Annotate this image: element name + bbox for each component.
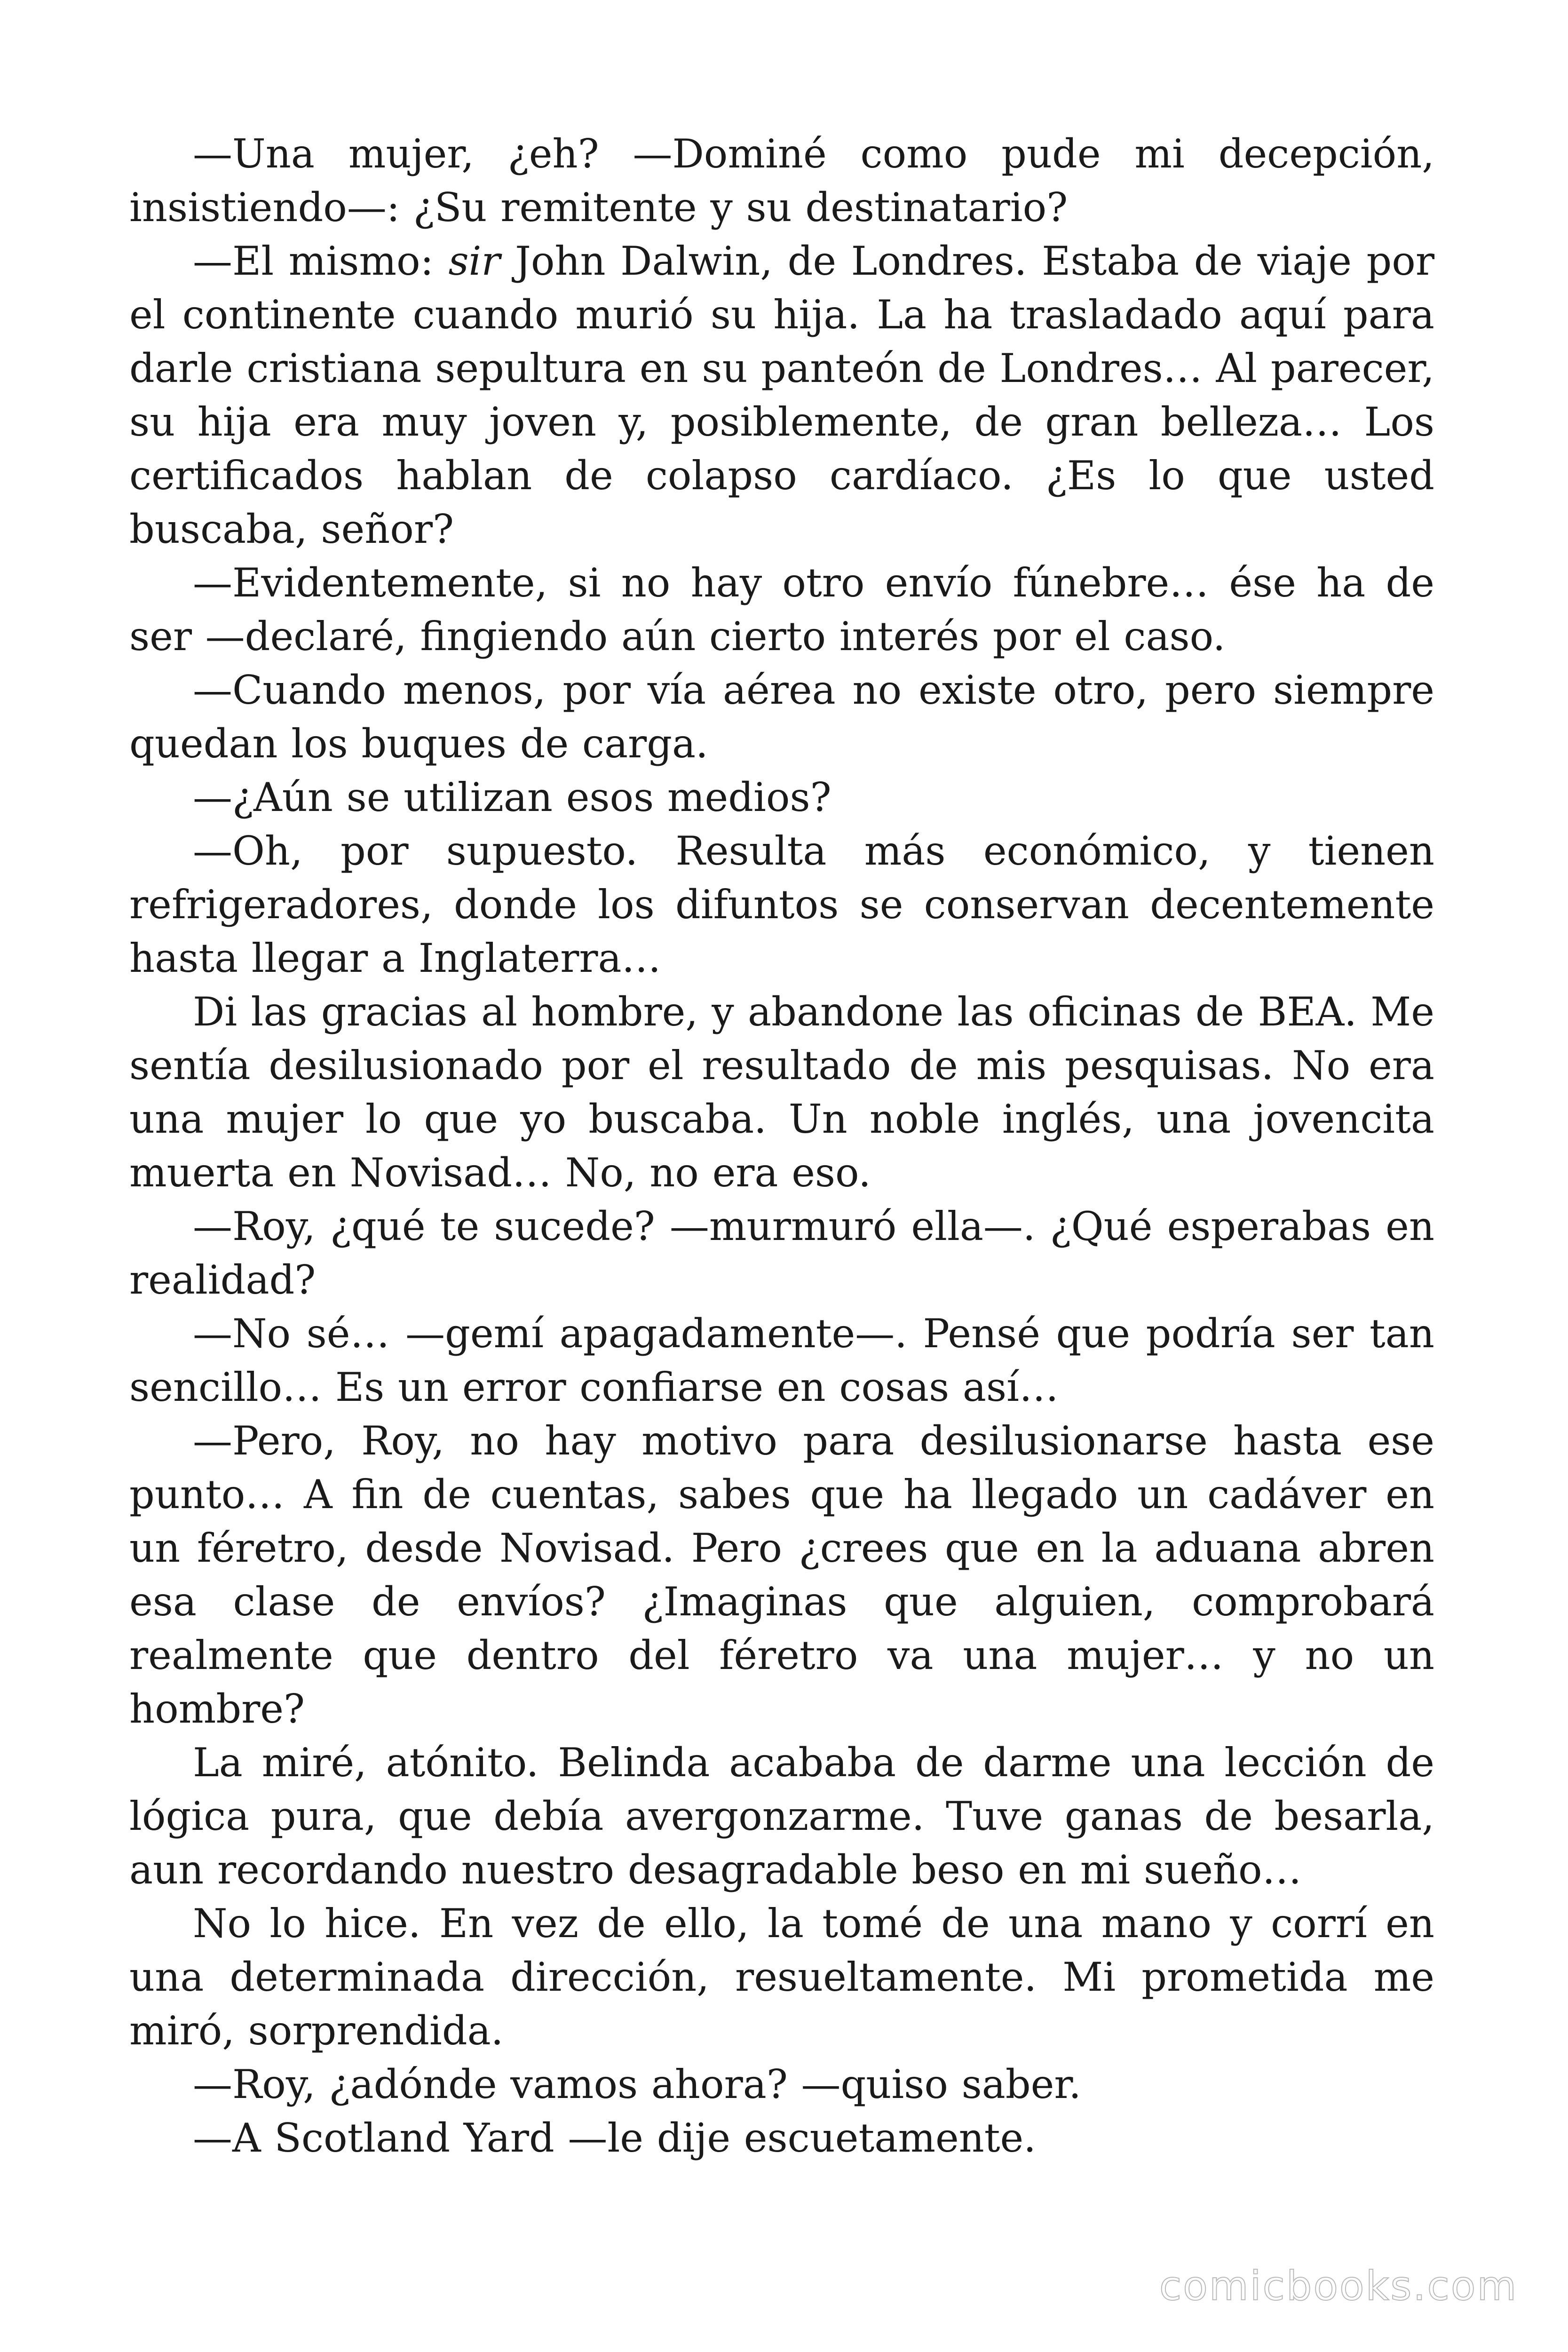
paragraph: —El mismo: sir John Dalwin, de Londres. Estaba de viaje por el continente cuando murió su hija. La ha trasladado aquí para darle cristiana sepultura en su panteón de Londres… Al parecer, su hija era muy joven y, posiblemente, de gran belleza… Los certificados hablan de colapso cardíaco. ¿Es lo que usted buscaba, señor? (129, 238, 1434, 552)
paragraph: —Roy, ¿qué te sucede? —murmuró ella—. ¿Qué esperabas en realidad? (129, 1203, 1434, 1303)
paragraph: La miré, atónito. Belinda acababa de darme una lección de lógica pura, que debía avergonzarme. Tuve ganas de besarla, aun recordando nuestro desagradable beso en mi sueño… (129, 1740, 1434, 1893)
paragraph: —¿Aún se utilizan esos medios? (193, 774, 832, 820)
book-page (129, 127, 1434, 2165)
paragraph: —No sé… —gemí apagadamente—. Pensé que podría ser tan sencillo… Es un error confiarse en cosas así… (129, 1311, 1434, 1410)
italic-word: sir (448, 238, 500, 284)
watermark: comicbooks.com (1159, 2263, 1518, 2310)
paragraph: —Pero, Roy, no hay motivo para desilusionarse hasta ese punto… A fin de cuentas, sabes que ha llegado un cadáver en un féretro, desde Novisad. Pero ¿crees que en la aduana abren esa clase de envíos? ¿Imaginas que alguien, comprobará realmente que dentro del féretro va una mujer… y no un hombre? (129, 1418, 1434, 1732)
paragraph: —A Scotland Yard —le dije escuetamente. (193, 2115, 1036, 2161)
paragraph: Di las gracias al hombre, y abandone las oficinas de BEA. Me sentía desilusionado por el resultado de mis pesquisas. No era una mujer lo que yo buscaba. Un noble inglés, una jovencita muerta en Novisad… No, no era eso. (129, 989, 1434, 1196)
paragraph: —Evidentemente, si no hay otro envío fúnebre… ése ha de ser —declaré, fingiendo aún cierto interés por el caso. (129, 560, 1434, 660)
paragraph: —Roy, ¿adónde vamos ahora? —quiso saber. (193, 2061, 1081, 2107)
paragraph: —Una mujer, ¿eh? —Dominé como pude mi decepción, insistiendo—: ¿Su remitente y su destinatario? (129, 131, 1434, 230)
paragraph: —Oh, por supuesto. Resulta más económico, y tienen refrigeradores, donde los difuntos se conservan decentemente hasta llegar a Inglaterra… (129, 828, 1434, 981)
paragraph: —Cuando menos, por vía aérea no existe otro, pero siempre quedan los buques de carga. (129, 667, 1434, 767)
paragraph: No lo hice. En vez de ello, la tomé de una mano y corrí en una determinada dirección, resueltamente. Mi prometida me miró, sorprendida. (129, 1900, 1434, 2054)
